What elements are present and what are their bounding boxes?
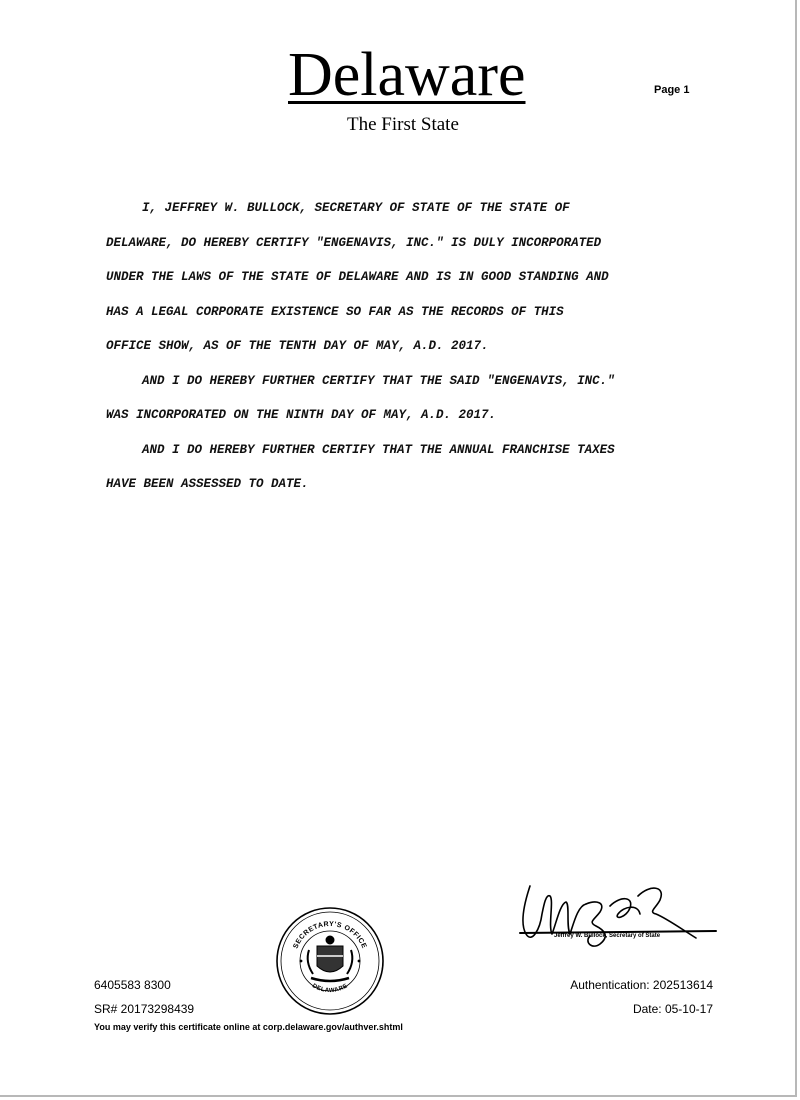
svg-text:DELAWARE [311,983,349,994]
certificate-line: DELAWARE, DO HEREBY CERTIFY "ENGENAVIS, INC." IS DULY INCORPORATED [106,235,602,250]
page-subtitle: The First State [347,114,459,135]
sr-number: SR# 20173298439 [94,1002,195,1016]
seal-bottom-text: DELAWARE [310,983,350,995]
certificate-line: AND I DO HEREBY FURTHER CERTIFY THAT THE SAID "ENGENAVIS, INC." [142,373,615,388]
page-title: Delaware [288,41,526,109]
certificate-line: UNDER THE LAWS OF THE STATE OF DELAWARE AND IS IN GOOD STANDING AND [106,270,609,284]
state-seal-icon [275,906,385,1016]
certificate-line: HAVE BEEN ASSESSED TO DATE. [106,477,309,491]
certificate-line: AND I DO HEREBY FURTHER CERTIFY THAT THE ANNUAL FRANCHISE TAXES [142,442,615,457]
verify-note: You may verify this certificate online at corp.delaware.gov/authver.shtml [94,1022,403,1032]
seal-top-text: SECRETARY'S OFFICE [292,920,368,950]
page-number: Page 1 [654,84,690,96]
certificate-line: OFFICE SHOW, AS OF THE TENTH DAY OF MAY, A.D. 2017. [106,339,489,353]
certificate-line: I, JEFFREY W. BULLOCK, SECRETARY OF STATE OF THE STATE OF [142,201,570,215]
certificate-line: HAS A LEGAL CORPORATE EXISTENCE SO FAR AS THE RECORDS OF THIS [106,304,564,319]
signature-image [500,874,720,954]
certificate-body [106,196,706,507]
file-number: 6405583 8300 [94,978,171,992]
authentication-number: Authentication: 202513614 [570,978,713,992]
signature-caption: Jeffrey W. Bullock, Secretary of State [554,933,661,939]
certificate-date: Date: 05-10-17 [632,1002,713,1016]
certificate-line: WAS INCORPORATED ON THE NINTH DAY OF MAY, A.D. 2017. [106,408,497,422]
